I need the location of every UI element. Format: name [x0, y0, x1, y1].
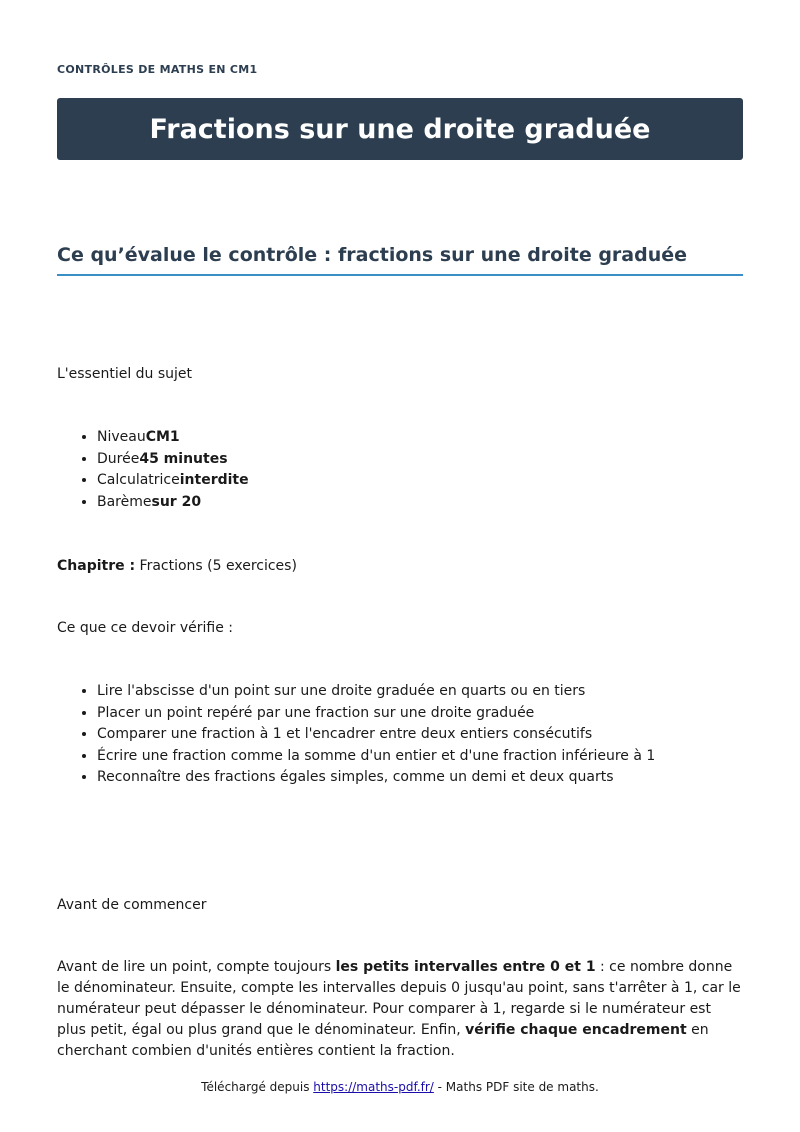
page-footer: Téléchargé depuis https://maths-pdf.fr/ - Maths PDF site de maths. — [201, 1080, 599, 1094]
list-item: • Lire l'abscisse d'un point sur une droite graduée en quarts ou en tiers — [97, 681, 655, 703]
list-item: • Comparer une fraction à 1 et l'encadrer entre deux entiers consécutifs — [97, 724, 655, 746]
advice-paragraph: Avant de lire un point, compte toujours les petits intervalles entre 0 et 1 : ce nombre donne le dénominateur. Ensuite, compte les intervalles depuis 0 jusqu'au point, sans t'arrêter à 1, car le numérateur peut dépasser le dénominateur. Pour comparer à 1, regarde si le numérateur est plus petit, égal ou plus grand que le dénominateur. Enfin, vérifie chaque encadrement en cherchant combien d'unités entières contient la fraction. — [57, 959, 741, 1059]
title-banner — [57, 98, 743, 160]
essentials-heading: L'essentiel du sujet — [57, 366, 193, 382]
list-item: • Reconnaître des fractions égales simples, comme un demi et deux quarts — [97, 767, 655, 789]
page-title: Fractions sur une droite graduée — [149, 113, 651, 145]
before-heading: Avant de commencer — [57, 897, 207, 913]
checks-heading: Ce que ce devoir vérifie : — [57, 620, 234, 636]
essentials-item: • Calculatriceinterdite — [97, 470, 249, 492]
section-title: Ce qu’évalue le contrôle : fractions sur une droite graduée — [57, 244, 743, 276]
essentials-list — [57, 427, 249, 513]
footer-link[interactable]: https://maths-pdf.fr/ — [313, 1080, 434, 1094]
list-item: • Placer un point repéré par une fraction sur une droite graduée — [97, 703, 655, 725]
checks-list — [57, 681, 655, 789]
essentials-item: • Barèmesur 20 — [97, 492, 249, 514]
essentials-item: • Durée45 minutes — [97, 449, 249, 471]
document-kicker: CONTRÔLES DE MATHS EN CM1 — [57, 63, 258, 76]
chapter-value: Fractions (5 exercices) — [139, 558, 297, 574]
essentials-item: • NiveauCM1 — [97, 427, 249, 449]
list-item: • Écrire une fraction comme la somme d'un entier et d'une fraction inférieure à 1 — [97, 746, 655, 768]
chapter-line — [57, 556, 297, 577]
chapter-label: Chapitre : — [57, 558, 136, 574]
